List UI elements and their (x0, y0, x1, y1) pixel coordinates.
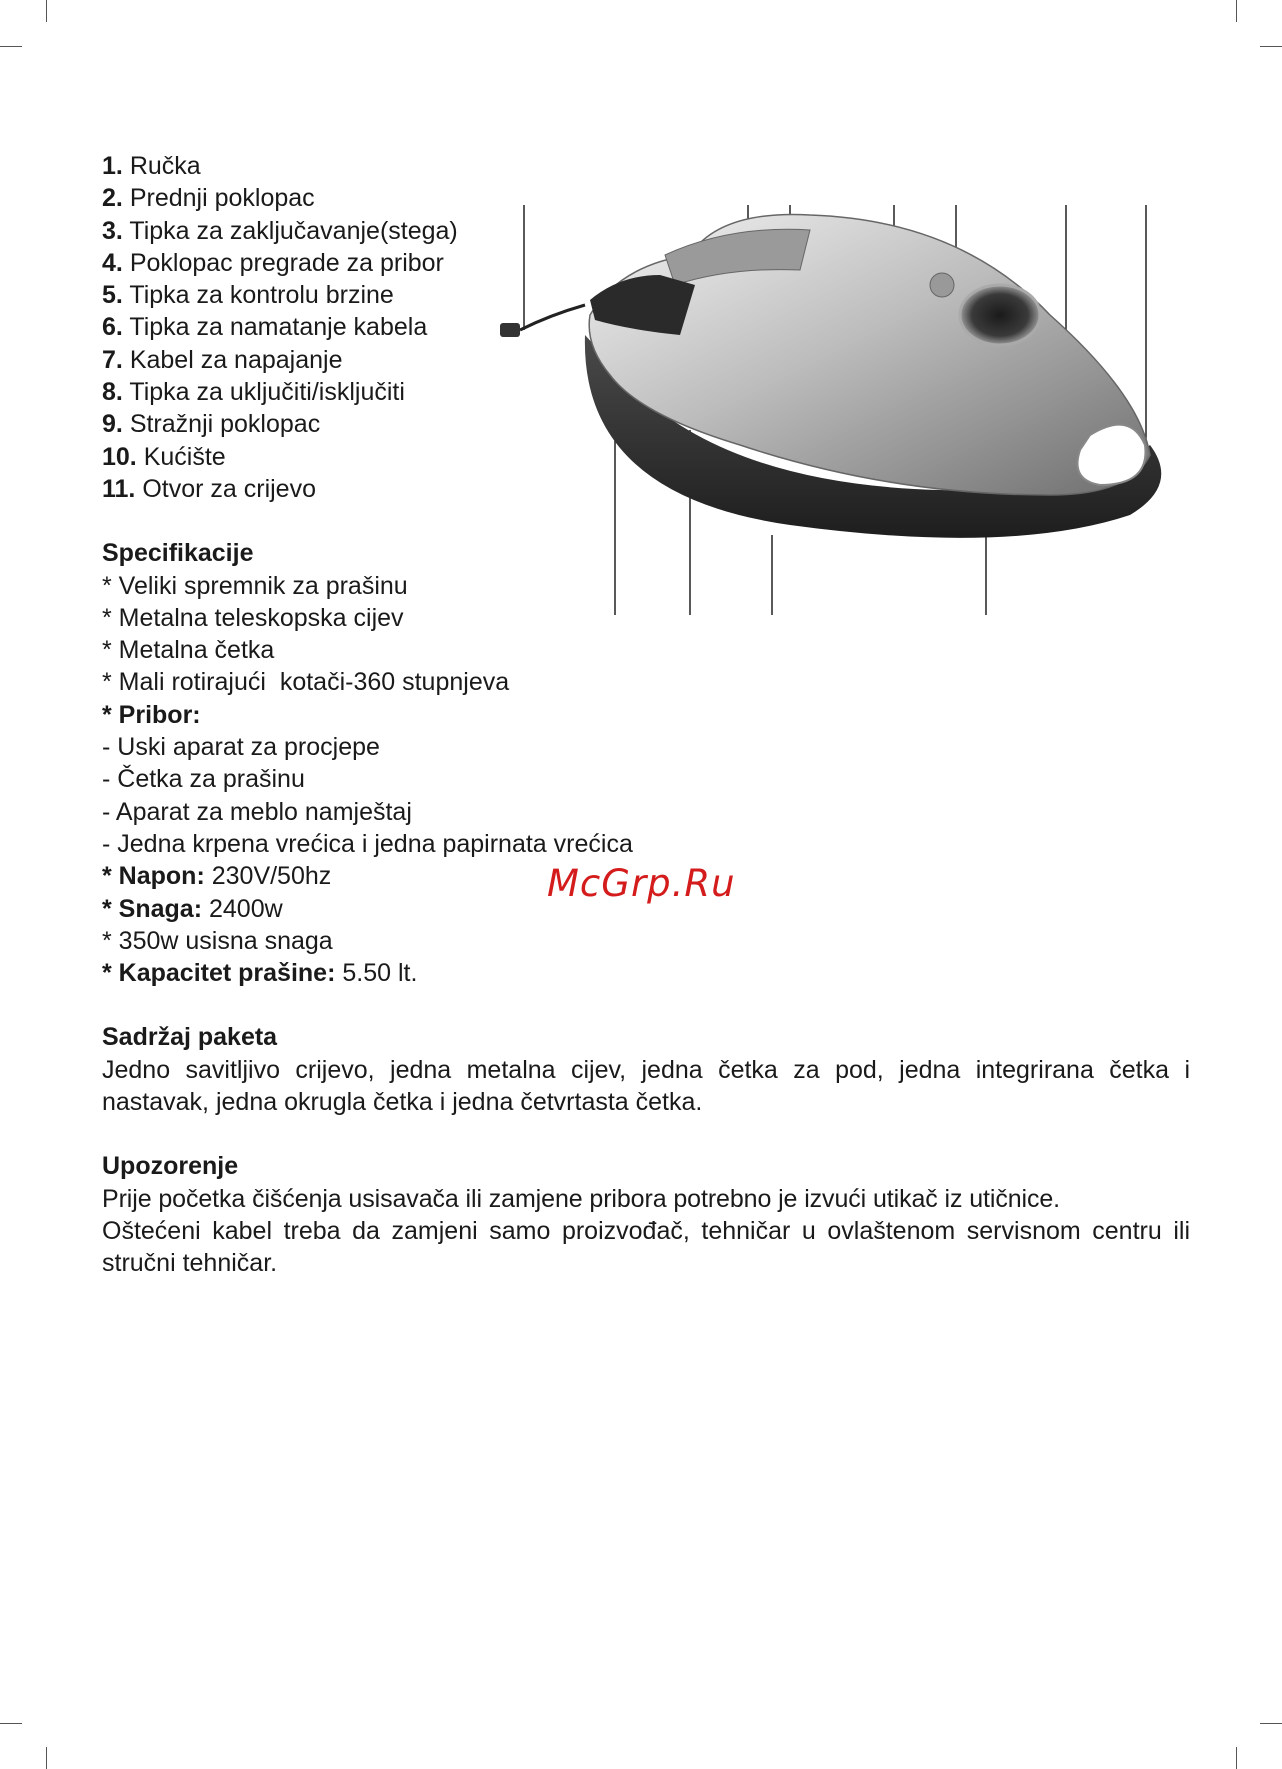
list-item: 10. Kućište (102, 442, 226, 471)
crop-mark (46, 0, 47, 22)
list-item: 6. Tipka za namatanje kabela (102, 313, 428, 342)
list-item: - Četka za prašinu (102, 765, 305, 794)
paragraph: Prije početka čišćenja usisavača ili zamjene pribora potrebno je izvući utikač iz utičnice. (102, 1184, 1061, 1213)
list-item: * Metalna teleskopska cijev (102, 603, 404, 632)
section-title: Sadržaj paketa (102, 1023, 278, 1052)
section-title: Upozorenje (102, 1152, 239, 1181)
page-content (102, 150, 1190, 1280)
list-item: * Veliki spremnik za prašinu (102, 571, 408, 600)
list-item: * Kapacitet prašine: 5.50 lt. (102, 959, 418, 988)
list-item: * Snaga: 2400w (102, 894, 283, 923)
list-item: - Uski aparat za procjepe (102, 733, 380, 762)
list-item: 8. Tipka za uključiti/isključiti (102, 378, 405, 407)
crop-mark (1236, 1747, 1237, 1769)
list-item: 3. Tipka za zaključavanje(stega) (102, 216, 458, 245)
package-section (102, 1021, 1190, 1118)
crop-mark (1236, 0, 1237, 22)
list-item: * Mali rotirajući kotači-360 stupnjeva (102, 668, 510, 697)
list-item: * 350w usisna snaga (102, 926, 333, 955)
list-item: 4. Poklopac pregrade za pribor (102, 248, 444, 277)
crop-mark (1260, 1723, 1282, 1724)
parts-list (102, 150, 1190, 505)
list-item: 11. Otvor za crijevo (102, 474, 316, 503)
crop-mark (46, 1747, 47, 1769)
paragraph: Oštećeni kabel treba da zamjeni samo proizvođač, tehničar u ovlaštenom servisnom centru ili stručni tehničar. (102, 1216, 1190, 1278)
list-item: - Jedna krpena vrećica i jedna papirnata vrećica (102, 829, 633, 858)
crop-mark (0, 1723, 22, 1724)
warning-section (102, 1150, 1190, 1279)
list-item: 2. Prednji poklopac (102, 184, 315, 213)
list-item: - Aparat za meblo namještaj (102, 797, 412, 826)
list-item: 5. Tipka za kontrolu brzine (102, 281, 394, 310)
list-item: * Pribor: (102, 700, 201, 729)
watermark: McGrp.Ru (547, 862, 736, 905)
specifications-section (102, 537, 1190, 989)
section-title: Specifikacije (102, 539, 254, 568)
paragraph: Jedno savitljivo crijevo, jedna metalna cijev, jedna četka za pod, jedna integrirana četka i nastavak, jedna okrugla četka i jedna četvrtasta četka. (102, 1055, 1190, 1117)
list-item: * Metalna četka (102, 636, 275, 665)
crop-mark (0, 46, 22, 47)
list-item: 7. Kabel za napajanje (102, 345, 343, 374)
crop-mark (1260, 46, 1282, 47)
list-item: * Napon: 230V/50hz (102, 862, 332, 891)
list-item: 1. Ručka (102, 152, 201, 180)
list-item: 9. Stražnji poklopac (102, 410, 321, 439)
